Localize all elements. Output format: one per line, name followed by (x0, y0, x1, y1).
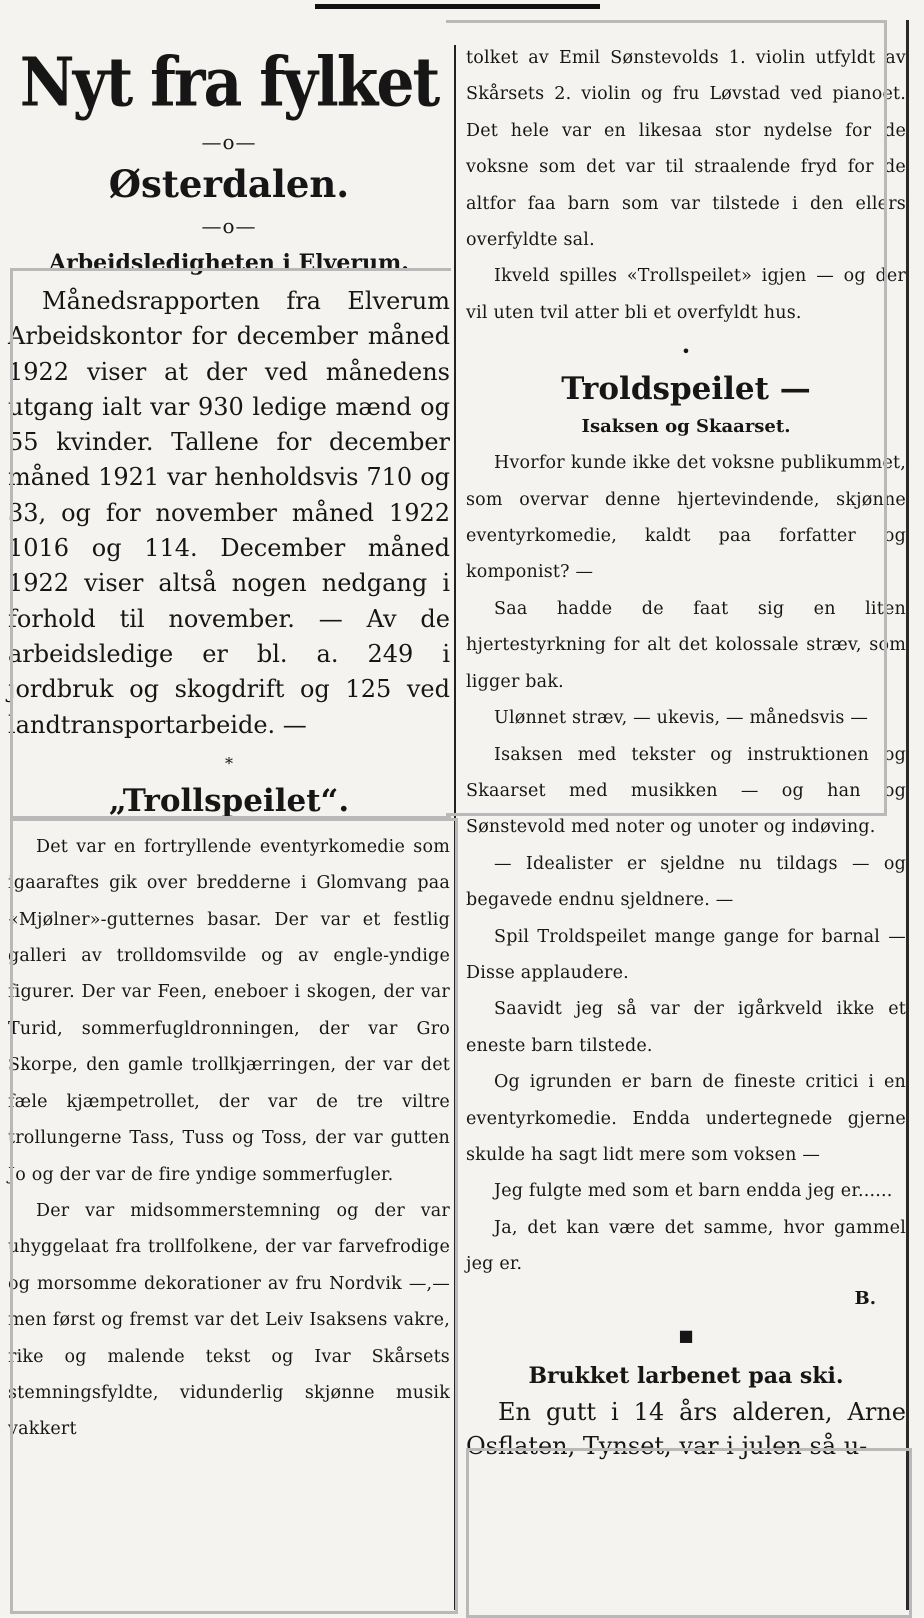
article-body: Månedsrapporten fra Elverum Arbeidskontor for december måned 1922 viser at der ved månedens utgang ialt var 930 ledige mænd og 55 kvinder. Tallene for december måned 1921 var henholdsvis 710 og 33, og for november måned 1922 1016 og 114. December måned 1922 viser altså nogen nedgang i forhold til november. — Av de arbeidsledige er bl. a. 249 i jordbruk og skogdrift og 125 ved landtransportarbeide. — (8, 287, 450, 739)
left-column (8, 40, 450, 1448)
article-title: Brukket larbenet paa ski. (528, 1362, 844, 1389)
article-title: „Trollspeilet“. (108, 782, 350, 819)
column-rule (454, 45, 456, 1610)
article-paragraph: Ja, det kan være det samme, hvor gammel jeg er. (466, 1217, 906, 1275)
article-paragraph: Jeg fulgte med som et barn endda jeg er...... (494, 1181, 893, 1202)
article-paragraph: — Idealister er sjeldne nu tildags — og begavede endnu sjeldnere. — (466, 853, 906, 911)
top-rule (315, 4, 600, 9)
article-paragraph: Der var midsommerstemning og der var uhyggelaat fra trollfolkene, der var farvefrodige og morsomme dekorationer av fru Nordvik —,— men først og fremst var det Leiv Isaksens vakre, rike og malende tekst og Ivar Skårsets stemningsfyldte, vidunderlig skjønne musik vakkert (8, 1200, 450, 1440)
divider: * (225, 753, 233, 773)
article-subtitle: Isaksen og Skaarset. (581, 416, 791, 438)
right-column (466, 40, 906, 1463)
signature: B. (854, 1287, 876, 1309)
article-paragraph: Spil Troldspeilet mange gange for barnal — Disse applaudere. (466, 926, 906, 983)
article-paragraph: Saa hadde de faat sig en liten hjertestyrkning for alt det kolossale stræv, som ligger bak. (466, 598, 906, 692)
article-trollspeilet (8, 751, 450, 1448)
article-unemployment (8, 246, 450, 743)
divider: ■ (678, 1325, 694, 1345)
separator: —o— (201, 214, 257, 238)
region-heading: Østerdalen. (108, 162, 350, 206)
article-ski-accident (466, 1323, 906, 1463)
article-paragraph: Saavidt jeg så var der igårkveld ikke et eneste barn tilstede. (466, 999, 906, 1056)
article-paragraph: Hvorfor kunde ikke det voksne publikummet, som overvar denne hjertevindende, skjønne eventyrkomedie, kaldt paa forfatter og komponist? — (466, 453, 906, 583)
right-column-rule (906, 20, 909, 1610)
divider: • (681, 342, 691, 362)
article-paragraph: Det var en fortryllende eventyrkomedie som igaaraftes gik over bredderne i Glomvang paa «Mjølner»-gutternes basar. Der var et festlig galleri av trolldomsvilde og av engle-yndige figurer. Der var Feen, eneboer i skogen, der var Turid, sommerfugldronningen, der var Gro Skorpe, den gamle trollkjærringen, der var det fæle kjæmpetrollet, der var de tre viltre trollungerne Tass, Tuss og Toss, der var gutten Jo og der var de fire yndige sommerfugler. (8, 836, 450, 1185)
article-paragraph: tolket av Emil Sønstevolds 1. violin utfyldt av Skårsets 2. violin og fru Løvstad ved pianoet. Det hele var en likesaa stor nydelse for de voksne som det var til straalende fryd for de altfor faa barn som var tilstede i den ellers overfyldte sal. (466, 48, 906, 251)
article-paragraph: Og igrunden er barn de fineste critici i en eventyrkomedie. Endda undertegnede gjerne skulde ha sagt lidt mere som voksen — (466, 1072, 906, 1165)
article-title: Arbeidsledigheten i Elverum. (49, 250, 409, 276)
article-trollspeilet-continued (466, 40, 906, 331)
article-paragraph: Ikveld spilles «Trollspeilet» igjen — og der vil uten tvil atter bli et overfyldt hus. (466, 266, 906, 323)
article-paragraph: Ulønnet stræv, — ukevis, — månedsvis — (494, 708, 869, 729)
article-paragraph: Isaksen med tekster og instruktionen og Skaarset med musikken — og han og Sønstevold med noter og unoter og indøving. (466, 744, 906, 838)
article-title: Troldspeilet — (561, 371, 811, 408)
article-body: En gutt i 14 års alderen, Arne Osflaten, Tynset, var i julen så u- (466, 1397, 906, 1460)
separator: —o— (201, 130, 257, 154)
masthead: Nyt fra fylket (19, 43, 439, 123)
clipping-frame (466, 1448, 912, 1618)
article-troldspeilet (466, 339, 906, 1314)
